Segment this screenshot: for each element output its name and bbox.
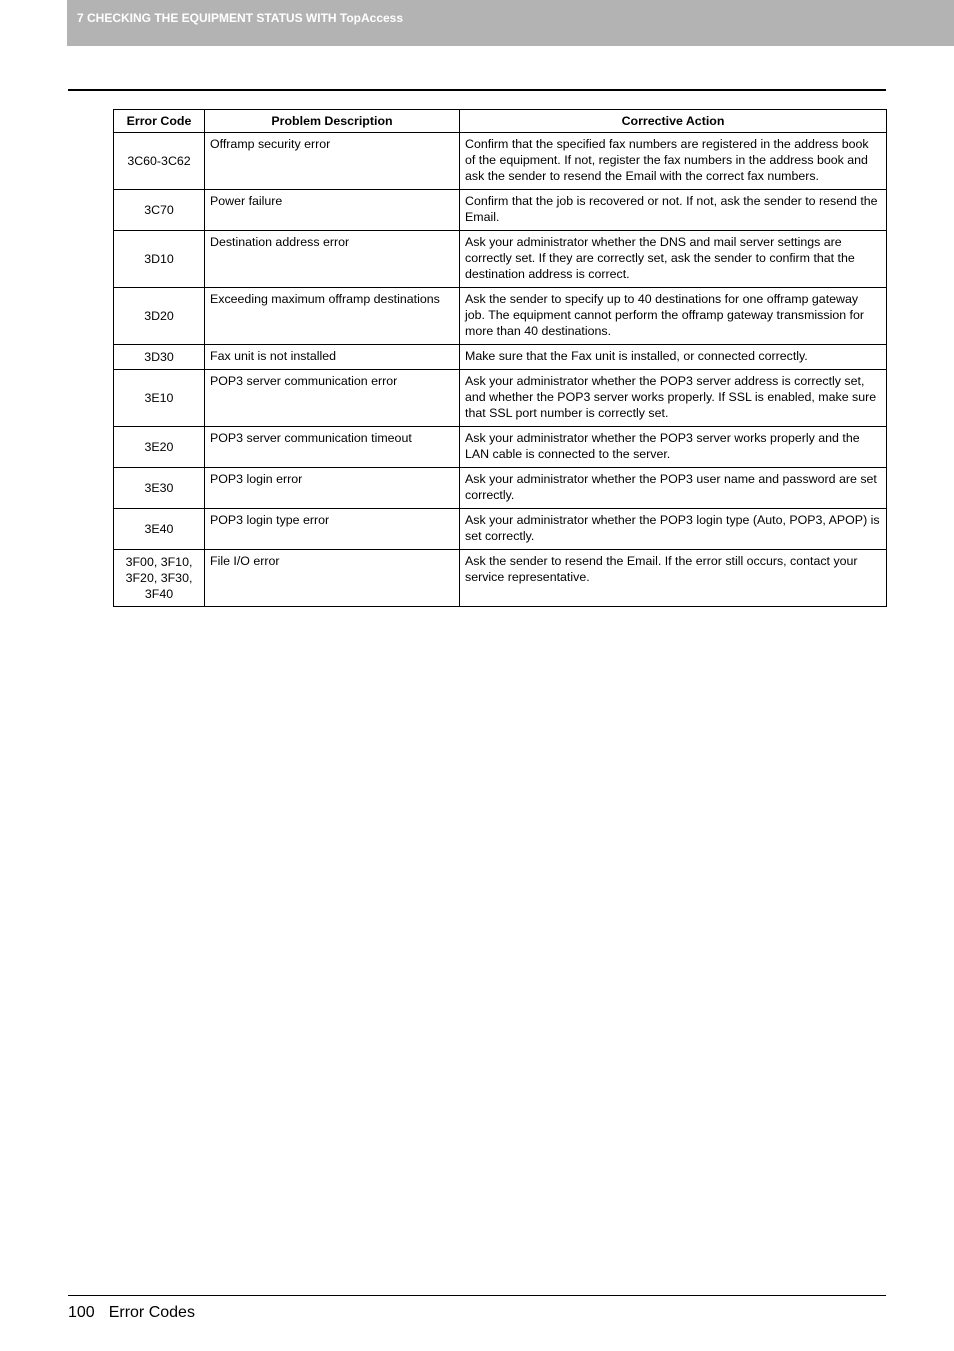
problem-description-cell: POP3 login type error	[205, 509, 460, 550]
top-divider	[68, 89, 886, 91]
table-row	[114, 468, 887, 509]
corrective-action-cell: Ask the sender to specify up to 40 destinations for one offramp gateway job. The equipment cannot perform the offramp gateway transmission for more than 40 destinations.	[460, 288, 887, 345]
problem-description-cell: POP3 server communication error	[205, 370, 460, 427]
table-row	[114, 550, 887, 607]
corrective-action-cell: Ask your administrator whether the POP3 login type (Auto, POP3, APOP) is set correctly.	[460, 509, 887, 550]
column-header-error-code: Error Code	[114, 110, 205, 133]
error-code-cell: 3F00, 3F10, 3F20, 3F30, 3F40	[114, 550, 205, 607]
problem-description-cell: Power failure	[205, 190, 460, 231]
corrective-action-cell: Make sure that the Fax unit is installed, or connected correctly.	[460, 345, 887, 370]
table-row	[114, 133, 887, 190]
corrective-action-cell: Ask the sender to resend the Email. If the error still occurs, contact your service representative.	[460, 550, 887, 607]
error-code-cell: 3E10	[114, 370, 205, 427]
corrective-action-cell: Confirm that the job is recovered or not. If not, ask the sender to resend the Email.	[460, 190, 887, 231]
error-code-cell: 3E40	[114, 509, 205, 550]
table-row	[114, 427, 887, 468]
table-row	[114, 231, 887, 288]
problem-description-cell: Exceeding maximum offramp destinations	[205, 288, 460, 345]
error-code-table	[113, 109, 887, 607]
table-row	[114, 370, 887, 427]
error-code-cell: 3D10	[114, 231, 205, 288]
table-row	[114, 509, 887, 550]
corrective-action-cell: Ask your administrator whether the POP3 user name and password are set correctly.	[460, 468, 887, 509]
problem-description-cell: POP3 login error	[205, 468, 460, 509]
problem-description-cell: File I/O error	[205, 550, 460, 607]
chapter-header-band	[67, 0, 954, 46]
corrective-action-cell: Ask your administrator whether the POP3 server works properly and the LAN cable is connected to the server.	[460, 427, 887, 468]
problem-description-cell: POP3 server communication timeout	[205, 427, 460, 468]
table-row	[114, 190, 887, 231]
error-code-cell: 3C70	[114, 190, 205, 231]
corrective-action-cell: Ask your administrator whether the POP3 server address is correctly set, and whether the POP3 server works properly. If SSL is enabled, make sure that SSL port number is correctly set.	[460, 370, 887, 427]
column-header-corrective-action: Corrective Action	[460, 110, 887, 133]
column-header-problem-description: Problem Description	[205, 110, 460, 133]
footer-divider	[68, 1295, 886, 1296]
problem-description-cell: Destination address error	[205, 231, 460, 288]
table-row	[114, 288, 887, 345]
error-code-cell: 3E20	[114, 427, 205, 468]
page-number: 100	[68, 1304, 95, 1321]
corrective-action-cell: Confirm that the specified fax numbers are registered in the address book of the equipment. If not, register the fax numbers in the address book and ask the sender to resend the Email with the correct fax numbers.	[460, 133, 887, 190]
chapter-title: 7 CHECKING THE EQUIPMENT STATUS WITH TopAccess	[77, 11, 404, 25]
error-code-cell: 3C60-3C62	[114, 133, 205, 190]
error-code-cell: 3E30	[114, 468, 205, 509]
corrective-action-cell: Ask your administrator whether the DNS and mail server settings are correctly set. If they are correctly set, ask the sender to confirm that the destination address is correct.	[460, 231, 887, 288]
problem-description-cell: Fax unit is not installed	[205, 345, 460, 370]
problem-description-cell: Offramp security error	[205, 133, 460, 190]
table-row	[114, 345, 887, 370]
error-code-cell: 3D20	[114, 288, 205, 345]
section-title: Error Codes	[108, 1304, 195, 1321]
page-footer	[68, 1304, 195, 1322]
error-code-cell: 3D30	[114, 345, 205, 370]
table-header-row	[114, 110, 887, 133]
